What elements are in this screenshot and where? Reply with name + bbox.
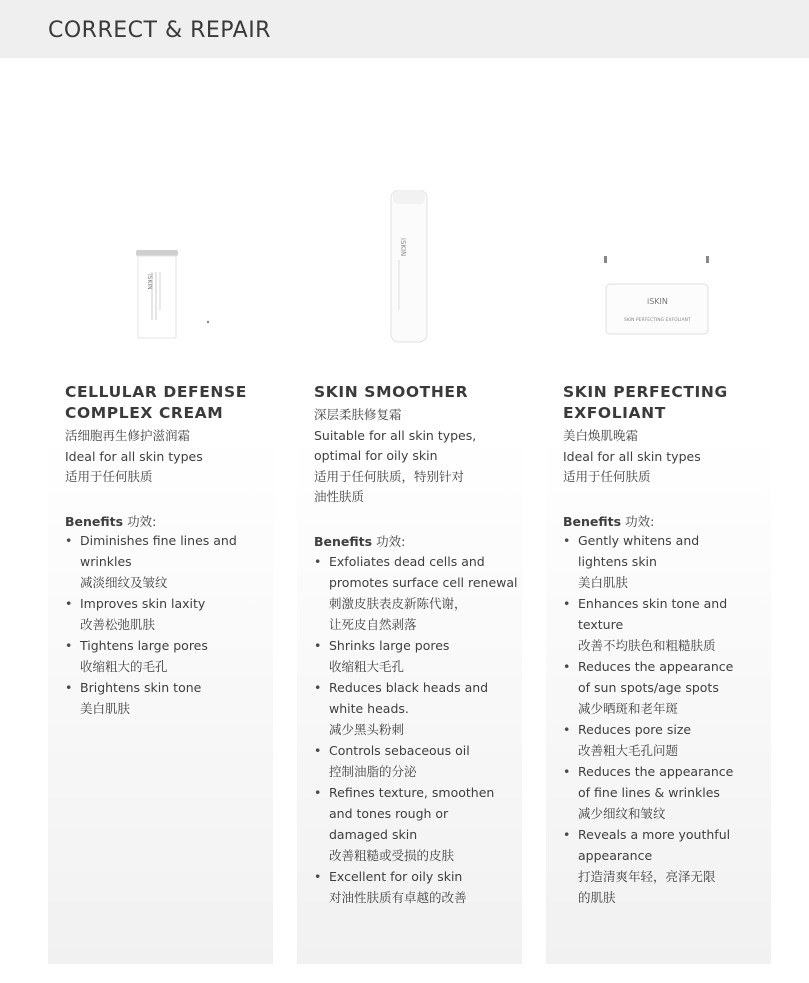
benefit-item: • Exfoliates dead cells and promotes surface cell renewal 刺激皮肤表皮新陈代谢， 让死皮自然剥落 [314,551,519,635]
benefit-item: • Gently whitens and lightens skin 美白肌肤 [563,530,768,593]
jar-label-text: SKIN PERFECTING EXFOLIANT [624,318,691,323]
benefits-list [314,551,519,908]
tube-brand-text: iSKIN [146,274,153,290]
benefit-item: • Shrinks large pores 收缩粗大毛孔 [314,635,519,677]
product-subtitle: 活细胞再生修护滋润霜 Ideal for all skin types 适用于任何肤质 [65,428,203,484]
product-image-jar [546,190,771,360]
product-title: SKIN PERFECTING EXFOLIANT [563,383,728,422]
product-card-cellular-defense [48,80,273,964]
benefit-item: • Reduces pore size 改善粗大毛孔问题 [563,719,768,761]
benefit-item: • Refines texture, smoothen and tones rough or damaged skin 改善粗糙或受损的皮肤 [314,782,519,866]
product-subtitle: 深层柔肤修复霜 Suitable for all skin types, optimal for oily skin 适用于任何肤质，特别针对 油性肤质 [314,407,477,504]
benefits-list [563,530,768,908]
product-card-skin-smoother [297,80,522,964]
benefits-list [65,530,270,719]
product-card-skin-perfecting [546,80,771,964]
tube-brand-text: iSKIN [399,238,407,257]
page-header [0,0,809,58]
benefit-item: • Tightens large pores 收缩粗大的毛孔 [65,635,270,677]
benefit-item: • Enhances skin tone and texture 改善不均肤色和粗糙肤质 [563,593,768,656]
page-title: CORRECT & REPAIR [48,18,271,43]
benefit-item: • Controls sebaceous oil 控制油脂的分泌 [314,740,519,782]
benefit-item: • Improves skin laxity 改善松弛肌肤 [65,593,270,635]
benefit-item: • Reduces the appearance of fine lines & wrinkles 减少细纹和皱纹 [563,761,768,824]
benefits-heading: Benefits 功效: [65,514,157,529]
jar-brand-text: iSKIN [647,297,668,306]
product-image-tube-upright [297,190,522,360]
product-title: SKIN SMOOTHER [314,383,469,401]
benefit-item: • Reveals a more youthful appearance 打造清爽年轻，亮泽无限 的肌肤 [563,824,768,908]
benefits-heading: Benefits 功效: [314,534,406,549]
product-title: CELLULAR DEFENSE COMPLEX CREAM [65,383,247,422]
benefit-item: • Reduces black heads and white heads. 减少黑头粉刺 [314,677,519,740]
benefits-heading: Benefits 功效: [563,514,655,529]
benefit-item: • Brightens skin tone 美白肌肤 [65,677,270,719]
benefit-item: • Diminishes fine lines and wrinkles 减淡细纹及皱纹 [65,530,270,593]
product-image-tube-flat [48,190,273,360]
benefit-item: • Reduces the appearance of sun spots/age spots 减少晒斑和老年斑 [563,656,768,719]
product-subtitle: 美白焕肌晚霜 Ideal for all skin types 适用于任何肤质 [563,428,701,484]
benefit-item: • Excellent for oily skin 对油性肤质有卓越的改善 [314,866,519,908]
